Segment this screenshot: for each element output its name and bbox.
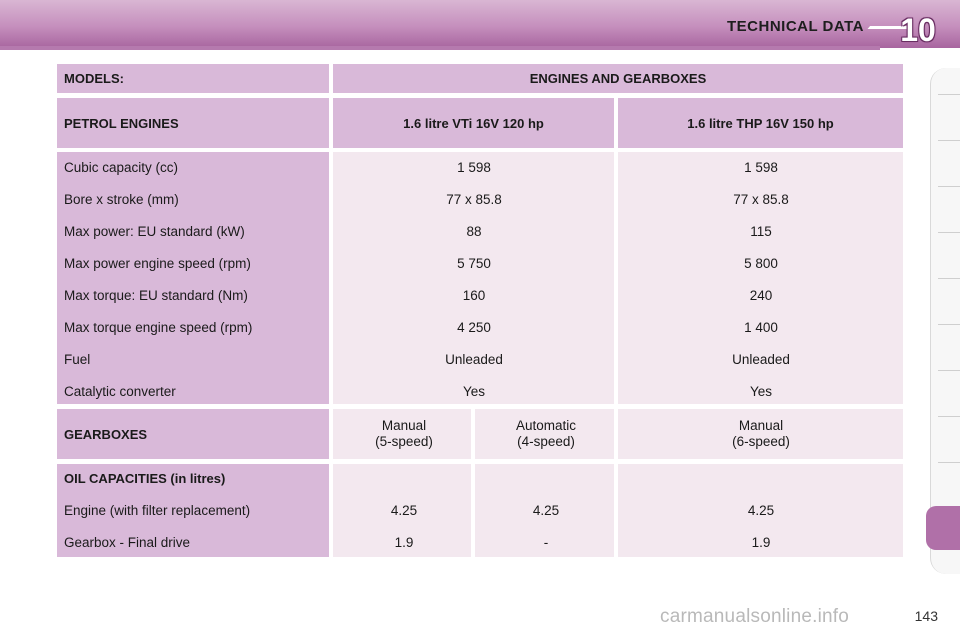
gearboxes-label: GEARBOXES bbox=[64, 426, 148, 442]
spec-value-engine-1: 4 250 bbox=[457, 320, 491, 335]
spec-label: Max power: EU standard (kW) bbox=[64, 224, 245, 239]
petrol-engines-header bbox=[57, 98, 329, 148]
oil-label: Engine (with filter replacement) bbox=[64, 503, 251, 518]
side-tab-divider bbox=[938, 140, 960, 141]
side-tab-divider bbox=[938, 416, 960, 417]
spec-label: Max power engine speed (rpm) bbox=[64, 256, 251, 271]
spec-label: Cubic capacity (cc) bbox=[64, 160, 179, 175]
engine-1-header bbox=[333, 98, 614, 148]
petrol-engines-label: PETROL ENGINES bbox=[64, 115, 179, 131]
spec-label: Max torque: EU standard (Nm) bbox=[64, 288, 248, 303]
side-tab-strip bbox=[930, 68, 960, 574]
models-header bbox=[57, 64, 329, 93]
side-tab-divider bbox=[938, 186, 960, 187]
gearbox-3-type: Manual bbox=[738, 418, 784, 433]
spec-value-engine-2: 77 x 85.8 bbox=[733, 192, 789, 207]
side-tab-divider bbox=[938, 94, 960, 95]
gearbox-2-type: Automatic bbox=[515, 418, 577, 433]
spec-value-engine-1: 160 bbox=[462, 288, 486, 303]
chapter-number: 10 bbox=[900, 11, 936, 48]
engines-gearboxes-label: ENGINES AND GEARBOXES bbox=[529, 71, 707, 86]
spec-value-engine-1: 1 598 bbox=[457, 160, 491, 175]
gearbox-3-speeds: (6-speed) bbox=[732, 434, 790, 449]
oil-value-3: 1.9 bbox=[751, 535, 771, 550]
side-tab-active[interactable] bbox=[926, 506, 960, 550]
spec-value-engine-2: Unleaded bbox=[732, 352, 790, 367]
side-tab-divider bbox=[938, 370, 960, 371]
oil-value-3: 4.25 bbox=[747, 503, 775, 518]
spec-value-engine-2: 5 800 bbox=[744, 256, 778, 271]
gearbox-2 bbox=[516, 418, 576, 450]
engines-gearboxes-header bbox=[333, 64, 903, 93]
spec-value-engine-2: 1 400 bbox=[744, 320, 778, 335]
oil-value-1: 4.25 bbox=[390, 503, 418, 518]
spec-value-engine-1: Yes bbox=[462, 384, 486, 399]
spec-value-engine-1: 88 bbox=[466, 224, 482, 239]
spec-value-engine-1: 77 x 85.8 bbox=[446, 192, 502, 207]
gearbox-1-speeds: (5-speed) bbox=[375, 434, 433, 449]
oil-capacities-label: OIL CAPACITIES (in litres) bbox=[64, 471, 226, 486]
side-tab-divider bbox=[938, 232, 960, 233]
page-title: TECHNICAL DATA bbox=[727, 18, 864, 35]
spec-label: Fuel bbox=[64, 352, 91, 367]
engine-2-header bbox=[618, 98, 903, 148]
oil-value-2: 4.25 bbox=[532, 503, 560, 518]
spec-label-block bbox=[57, 152, 329, 404]
engine-1-label: 1.6 litre VTi 16V 120 hp bbox=[403, 115, 544, 131]
spec-value-engine-2: 240 bbox=[749, 288, 773, 303]
spec-value-engine-1: 5 750 bbox=[457, 256, 491, 271]
watermark: carmanualsonline.info bbox=[660, 606, 850, 627]
oil-value-1: 1.9 bbox=[394, 535, 414, 550]
models-label: MODELS: bbox=[64, 71, 124, 86]
gearboxes-header bbox=[57, 409, 329, 459]
gearbox-1-type: Manual bbox=[381, 418, 427, 433]
gearbox-1 bbox=[375, 418, 433, 450]
side-tab-divider bbox=[938, 324, 960, 325]
engine-2-label: 1.6 litre THP 16V 150 hp bbox=[687, 115, 834, 131]
oil-value-2: - bbox=[543, 535, 549, 550]
spec-value-engine-2: 115 bbox=[750, 224, 772, 239]
header-underline bbox=[0, 46, 880, 50]
side-tab-divider bbox=[938, 462, 960, 463]
spec-label: Max torque engine speed (rpm) bbox=[64, 320, 253, 335]
spec-label: Catalytic converter bbox=[64, 384, 176, 399]
chapter-badge bbox=[896, 12, 940, 48]
side-tab-divider bbox=[938, 278, 960, 279]
gearbox-2-speeds: (4-speed) bbox=[517, 434, 575, 449]
spec-value-engine-1: Unleaded bbox=[445, 352, 503, 367]
oil-label: Gearbox - Final drive bbox=[64, 535, 191, 550]
page-number: 143 bbox=[914, 608, 938, 624]
spec-value-engine-2: 1 598 bbox=[744, 160, 778, 175]
gearbox-3 bbox=[732, 418, 790, 450]
spec-value-engine-2: Yes bbox=[749, 384, 773, 399]
spec-label: Bore x stroke (mm) bbox=[64, 192, 179, 207]
